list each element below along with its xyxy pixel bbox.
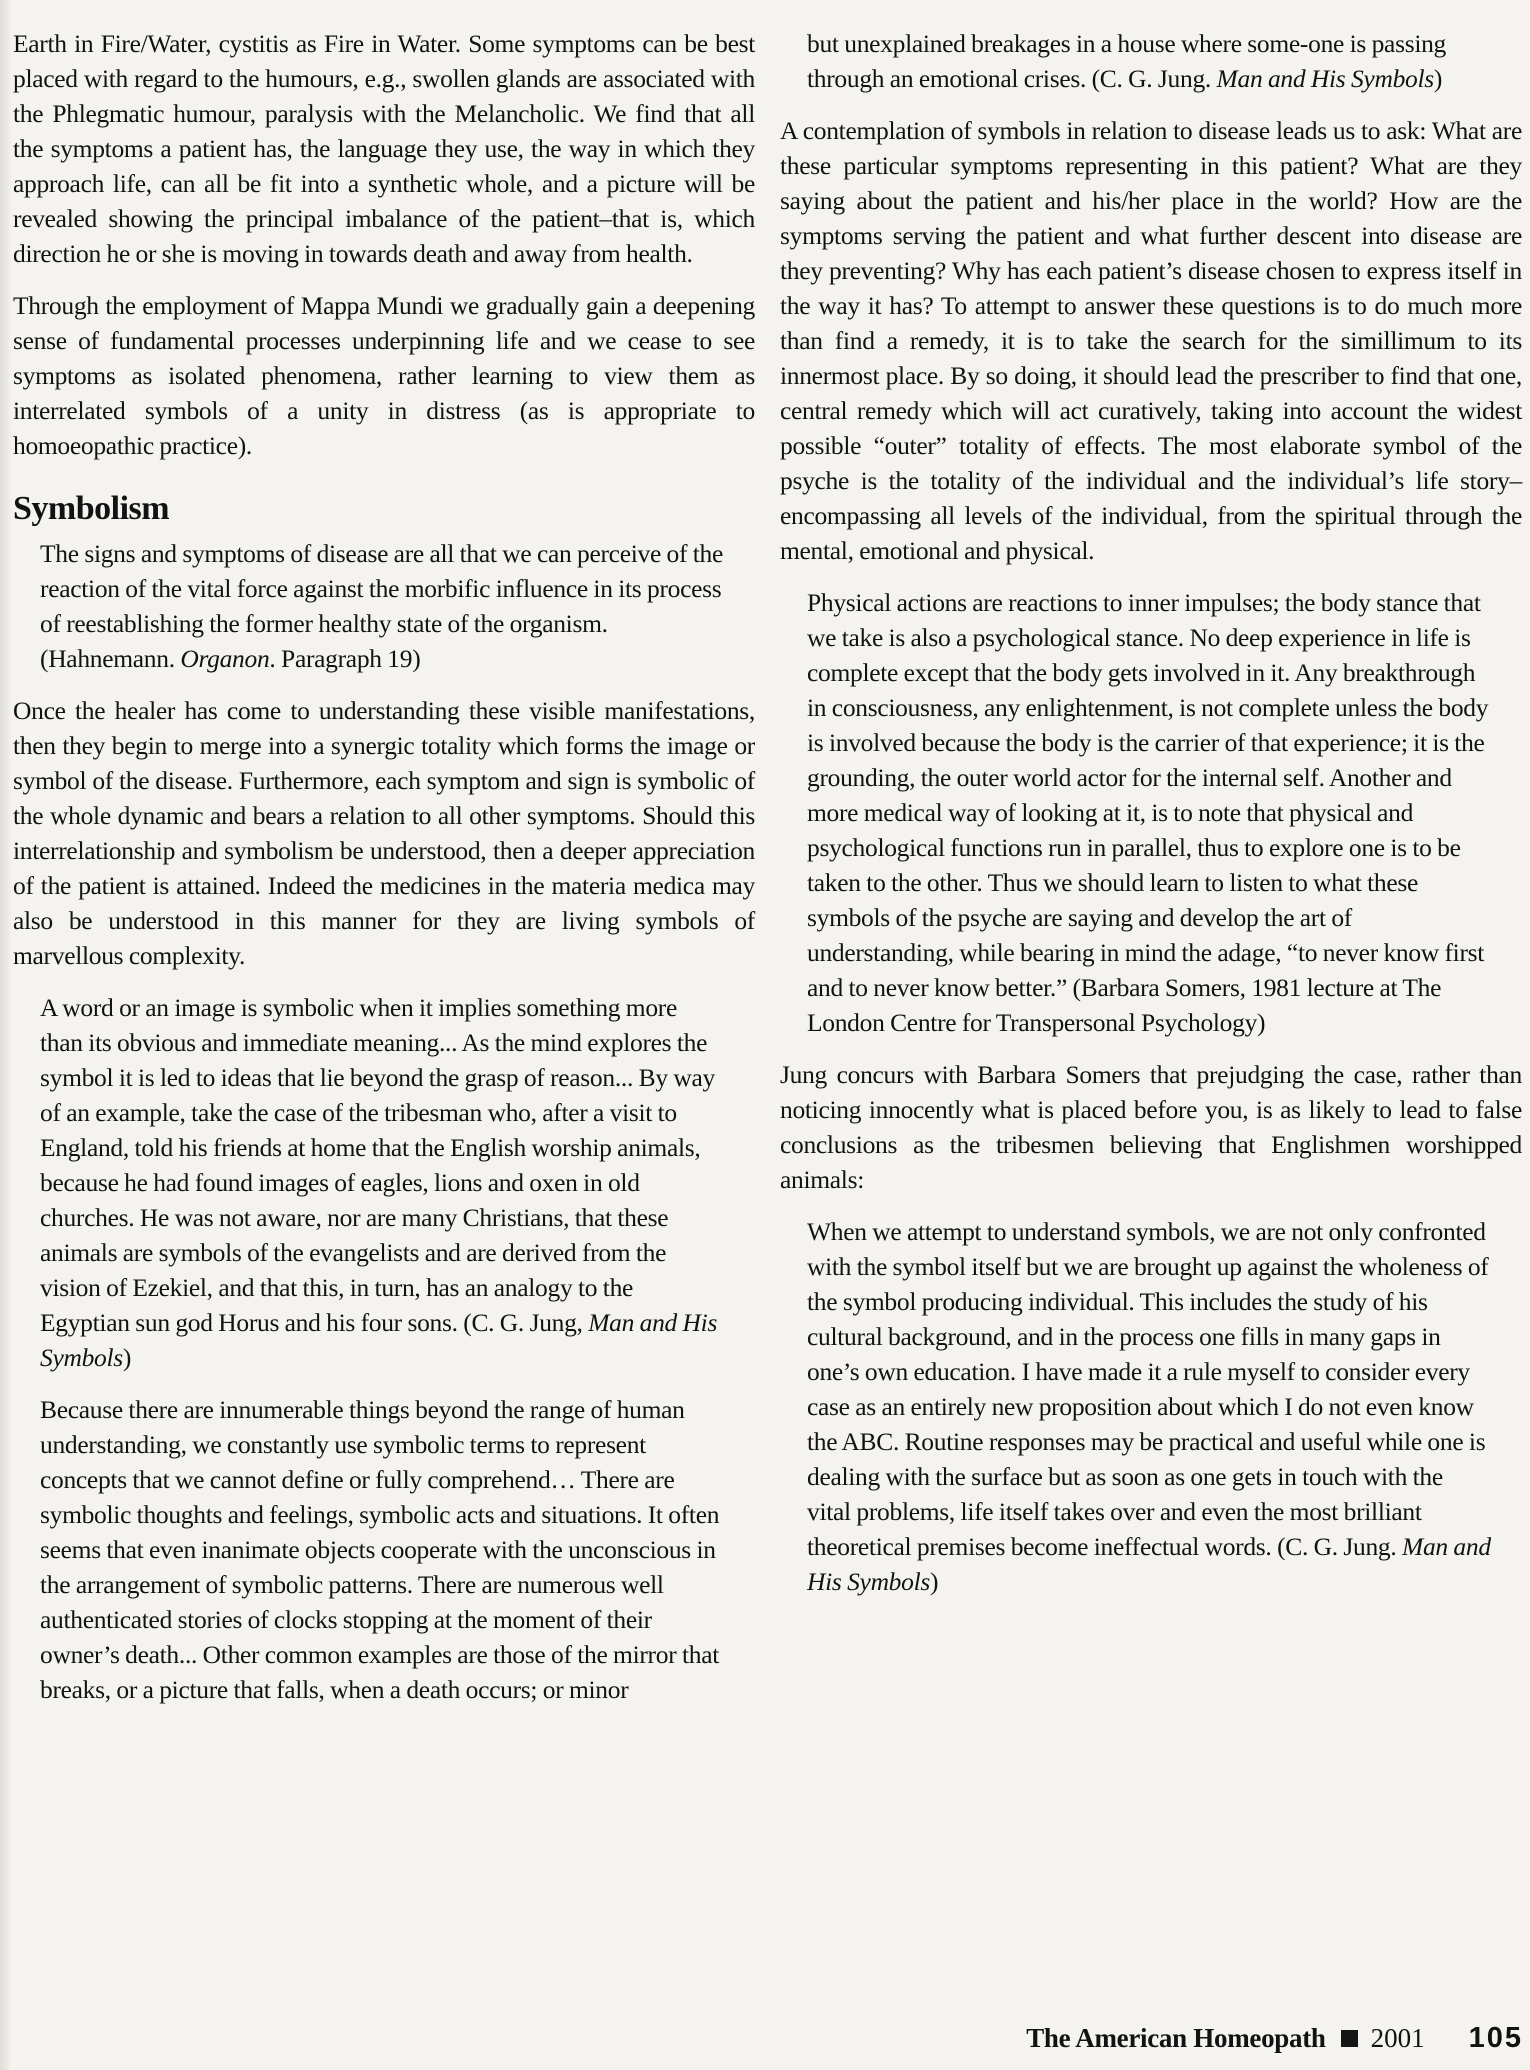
text-run: Symbolism xyxy=(13,490,170,527)
left-column xyxy=(13,26,755,2070)
text-run: Through the employment of Mappa Mundi we gradually gain a deepening sense of fundamental processes underpinning life and we cease to see symptoms as isolated phenomena, rather learning to view them as interrelated symbols of a unity in distress (as is appropriate to homoeopathic practice). xyxy=(13,291,755,460)
italic-text: Organon xyxy=(180,644,270,673)
text-run: Once the healer has come to understanding these visible manifestations, then they begin to merge into a synergic totality which forms the image or symbol of the disease. Furthermore, each symptom and sign is symbolic of the whole dynamic and bears a relation to all other symptoms. Should this interrelationship and symbolism be understood, then a deeper appreciation of the patient is attained. Indeed the medicines in the materia medica may also be understood in this manner for they are living symbols of marvellous complexity. xyxy=(13,696,755,970)
paragraph xyxy=(780,113,1522,568)
italic-text: Man and His Symbols xyxy=(807,1532,1491,1596)
journal-title: The American Homeopath xyxy=(1026,2023,1326,2053)
right-column xyxy=(780,26,1522,2070)
text-run: ) xyxy=(122,1343,132,1372)
text-run: Earth in Fire/Water, cystitis as Fire in Water. Some symptoms can be best placed with regard to the humours, e.g., swollen glands are associated with the Phlegmatic humour, paralysis with the Melancholic. We find that all the symptoms a patient has, the language they use, the way in which they approach life, can all be fit into a synthetic whole, and a picture will be revealed showing the principal imbalance of the patient–that is, which direction he or she is moving in towards death and away from health. xyxy=(13,29,755,268)
block-quote xyxy=(40,1392,725,1707)
text-run: A contemplation of symbols in relation to disease leads us to ask: What are these particular symptoms representing in this patient? What are they saying about the patient and his/her place in the world? How are the symptoms serving the patient and what further descent into disease are they preventing? Why has each patient’s disease chosen to express itself in the way it has? To attempt to answer these questions is to do much more than find a remedy, it is to take the search for the simillimum to its innermost place. By so doing, it should lead the prescriber to find that one, central remedy which will act curatively, taking into account the widest possible “outer” totality of effects. The most elaborate symbol of the psyche is the totality of the individual and the individual’s life story–encompassing all levels of the individual, from the spiritual through the mental, emotional and physical. xyxy=(780,116,1522,565)
block-quote xyxy=(807,26,1492,96)
page-number: 105 xyxy=(1468,2022,1523,2054)
text-run: . Paragraph 19) xyxy=(269,644,421,673)
block-quote xyxy=(40,536,725,676)
text-run: Jung concurs with Barbara Somers that prejudging the case, rather than noticing innocently what is placed before you, is as likely to lead to false conclusions as the tribesmen believing that Englishmen worshipped animals: xyxy=(780,1060,1522,1194)
paragraph xyxy=(13,288,755,463)
text-run: ) xyxy=(930,1567,939,1596)
text-run: Because there are innumerable things beyond the range of human understanding, we constantly use symbolic terms to represent concepts that we cannot define or fully comprehend… There are symbolic thoughts and feelings, symbolic acts and situations. It often seems that even inanimate objects cooperate with the unconscious in the arrangement of symbolic patterns. There are numerous well authenticated stories of clocks stopping at the moment of their owner’s death... Other common examples are those of the mirror that breaks, or a picture that falls, when a death occurs; or minor xyxy=(40,1395,720,1704)
text-run: When we attempt to understand symbols, we are not only confronted with the symbol itself but we are brought up against the wholeness of the symbol producing individual. This includes the study of his cultural background, and in the process one fills in many gaps in one’s own education. I have made it a rule myself to consider every case as an entirely new proposition about which I do not even know the ABC. Routine responses may be practical and useful while one is dealing with the surface but as soon as one gets in touch with the vital problems, life itself takes over and even the most brilliant theoretical premises become ineffectual words. (C. G. Jung. xyxy=(807,1217,1489,1561)
text-run: Physical actions are reactions to inner impulses; the body stance that we take is also a psychological stance. No deep experience in life is complete except that the body gets involved in it. Any breakthrough in consciousness, any enlightenment, is not complete unless the body is involved because the body is the carrier of that experience; it is the grounding, the outer world actor for the internal self. Another and more medical way of looking at it, is to note that physical and psychological functions run in parallel, thus to explore one is to be taken to the other. Thus we should learn to listen to what these symbols of the psyche are saying and develop the art of understanding, while bearing in mind the adage, “to never know first and to never know better.” (Barbara Somers, 1981 lecture at The London Centre for Transpersonal Psychology) xyxy=(807,588,1489,1037)
block-quote xyxy=(807,585,1492,1040)
italic-text: Man and His Symbols xyxy=(1216,64,1434,93)
italic-text: Man and His Symbols xyxy=(40,1308,718,1372)
page-footer xyxy=(1026,2022,1523,2055)
text-run: but unexplained breakages in a house where some-one is passing through an emotional crises. (C. G. Jung. xyxy=(807,29,1447,93)
square-bullet-icon xyxy=(1341,2030,1358,2047)
text-run: ) xyxy=(1433,64,1443,93)
paragraph xyxy=(780,1057,1522,1197)
text-run: A word or an image is symbolic when it implies something more than its obvious and immediate meaning... As the mind explores the symbol it is led to ideas that lie beyond the grasp of reason... By way of an example, take the case of the tribesman who, after a visit to England, told his friends at home that the English worship animals, because he had found images of eagles, lions and oxen in old churches. He was not aware, nor are many Christians, that these animals are symbols of the evangelists and are derived from the vision of Ezekiel, and that this, in turn, has an analogy to the Egyptian sun god Horus and his four sons. (C. G. Jung, xyxy=(40,993,715,1337)
footer-year: 2001 xyxy=(1370,2023,1425,2053)
paragraph xyxy=(13,26,755,271)
block-quote xyxy=(807,1214,1492,1599)
block-quote xyxy=(40,990,725,1375)
paragraph xyxy=(13,693,755,973)
text-run: The signs and symptoms of disease are all that we can perceive of the reaction of the vital force against the morbific influence in its process of reestablishing the former healthy state of the organism. (Hahnemann. xyxy=(40,539,724,673)
section-heading xyxy=(13,489,755,529)
